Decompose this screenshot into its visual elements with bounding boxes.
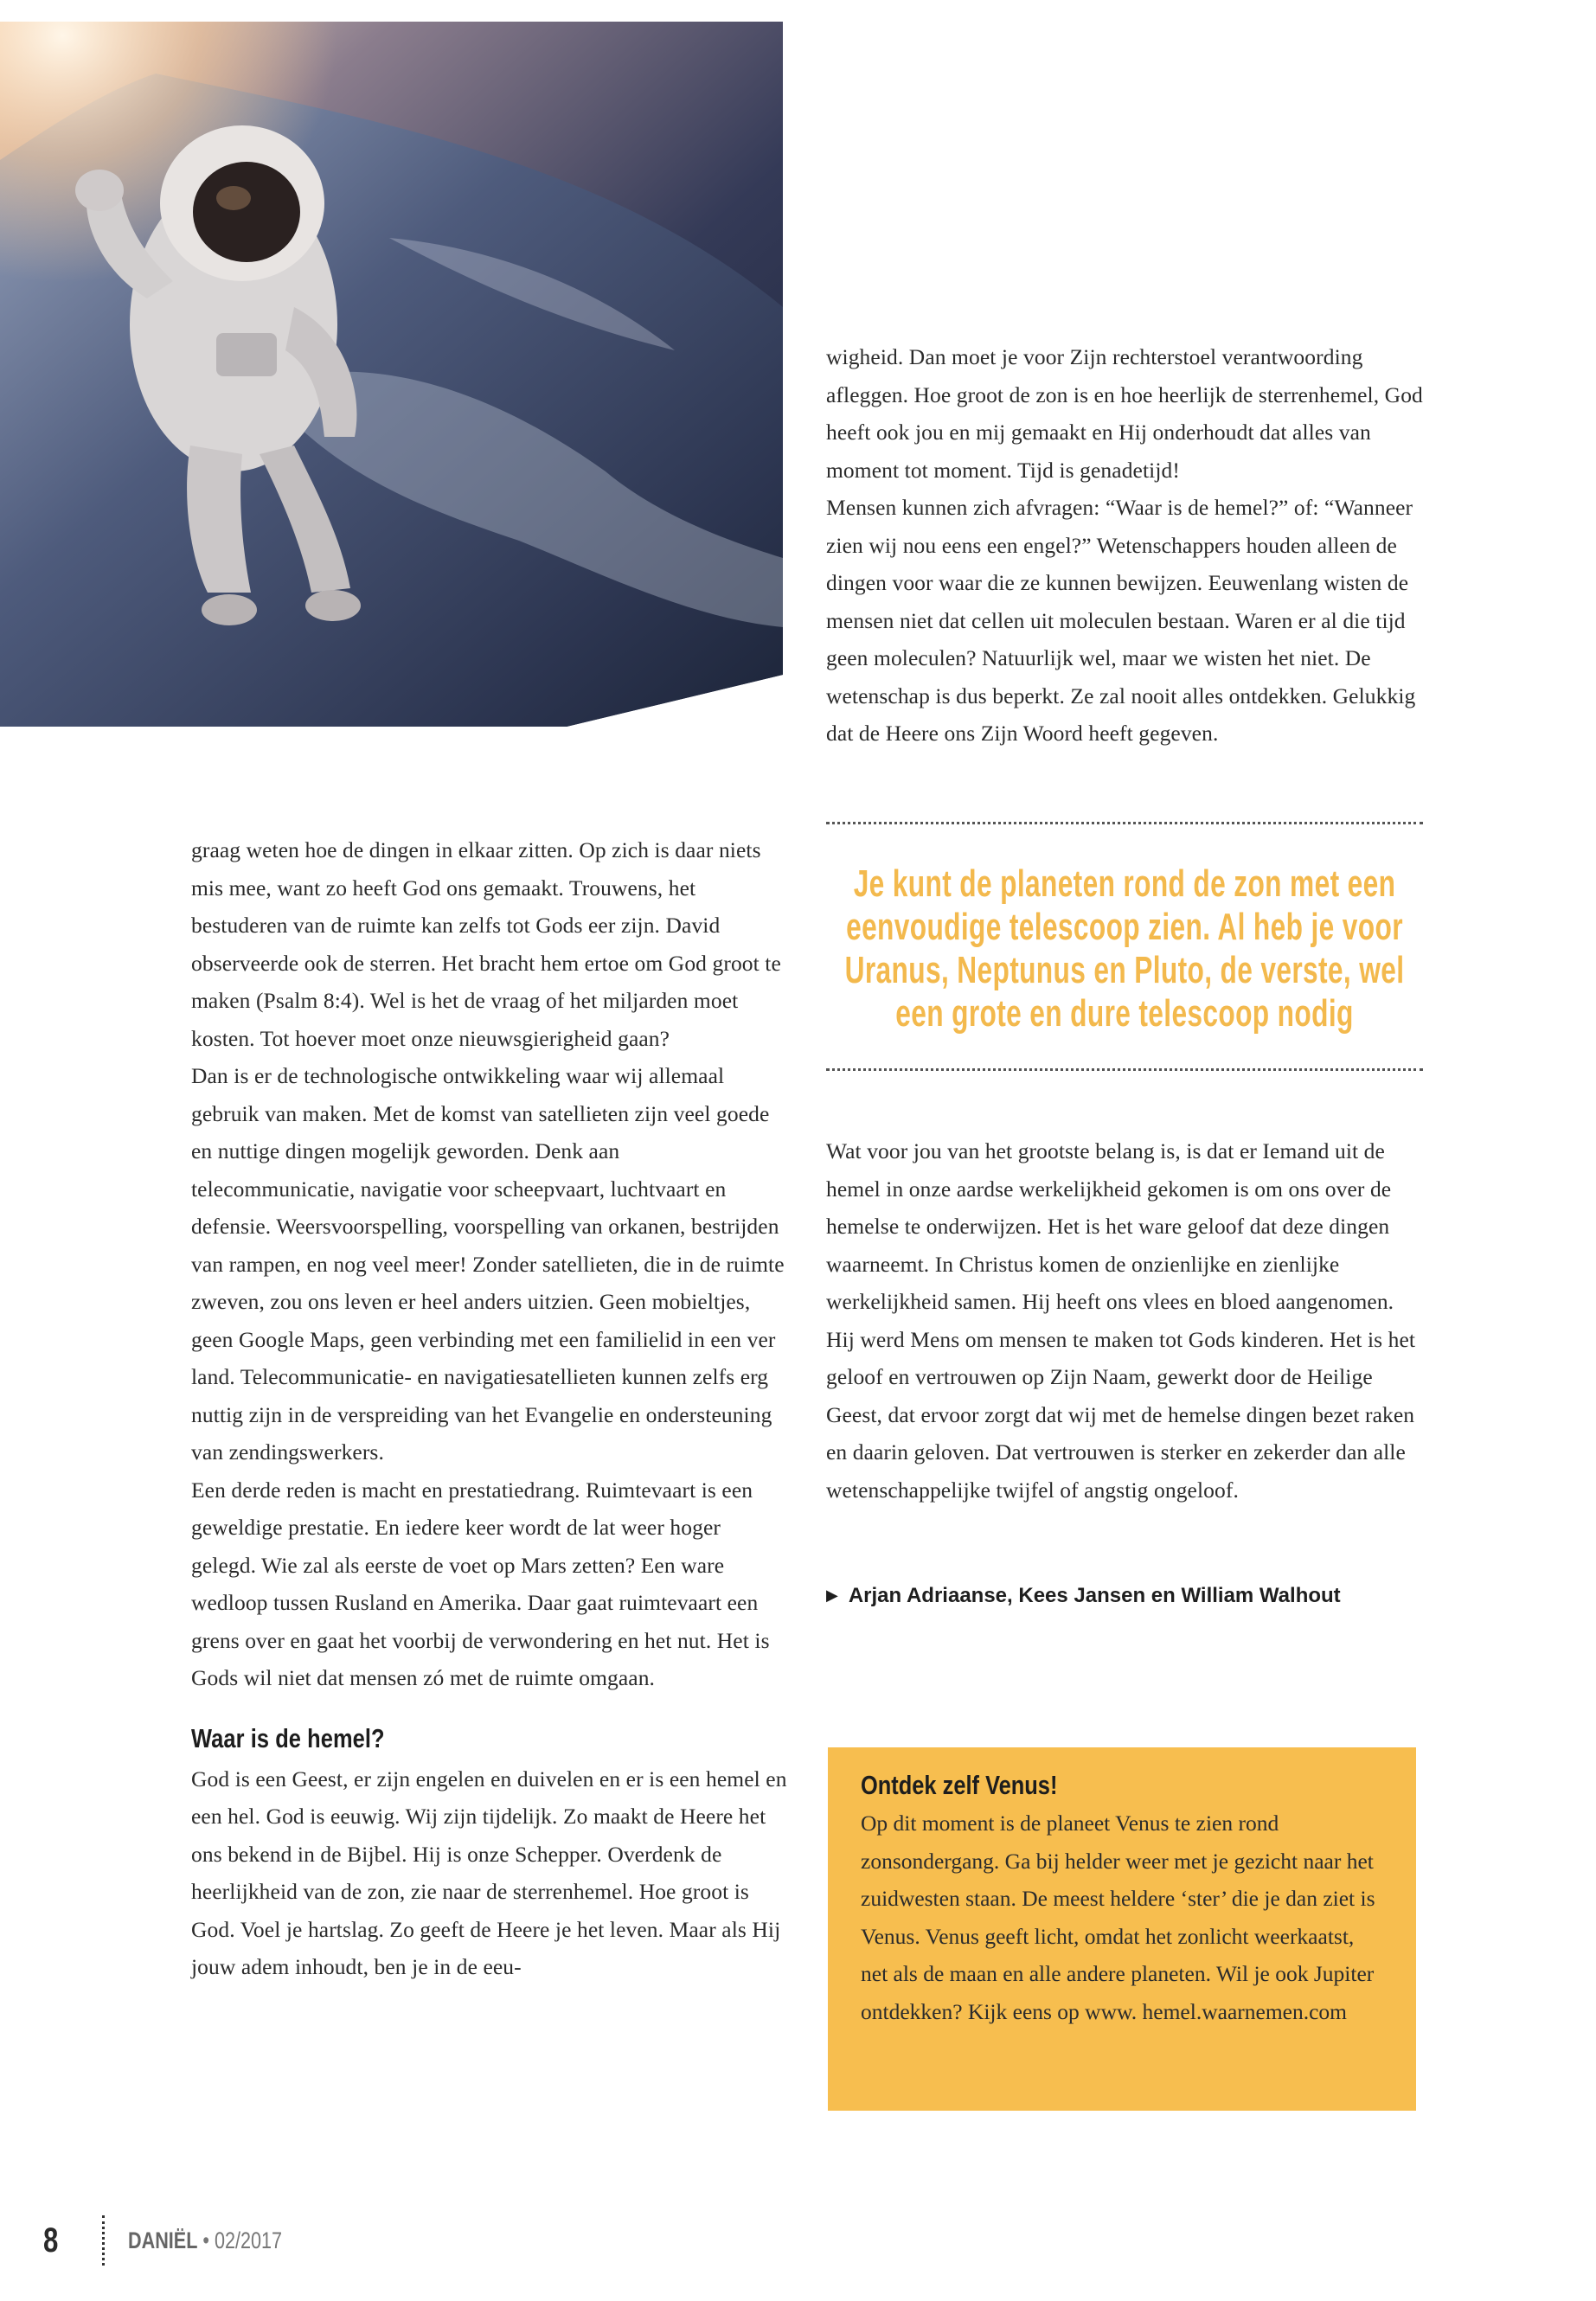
divider [826, 1068, 1423, 1071]
paragraph: Dan is er de technologische ontwikkeling waar wij allemaal gebruik van maken. Met de komst van satellieten zijn veel goede en nuttige dingen mogelijk geworden. Denk aan telecommunicatie, navigatie voor scheepvaart, luchtvaart en defensie. Weersvoorspelling, voorspelling van orkanen, bestrijden van rampen, en nog veel meer! Zonder satellieten, die in de ruimte zweven, zou ons leven er heel anders uitzien. Geen mobieltjes, geen Google Maps, geen verbinding met een familielid in een ver land. Telecommunicatie- en navigatiesatellieten kunnen zelfs erg nuttig zijn in de verspreiding van het Evangelie en ondersteuning van zendingswerkers. [191, 1063, 785, 1465]
author-line [826, 1584, 1341, 1608]
info-box [828, 1747, 1416, 2111]
page-number: 8 [43, 2221, 59, 2259]
right-column-top [826, 338, 1423, 753]
magazine-name: DANIËL [128, 2227, 198, 2253]
page-footer [43, 2219, 321, 2262]
divider [826, 822, 1423, 824]
footer-divider [102, 2215, 107, 2266]
info-box-title: Ontdek zelf Venus! [861, 1770, 1058, 1800]
paragraph: graag weten hoe de dingen in elkaar zitten. Op zich is daar niets mis mee, want zo heeft God ons gemaakt. Trouwens, het bestuderen van de ruimte kan zelfs tot Gods eer zijn. David observeerde ook de sterren. Het bracht hem ertoe om God groot te maken (Psalm 8:4). Wel is het de vraag of het miljarden moet kosten. Tot hoever moet onze nieuwsgierigheid gaan? [191, 837, 781, 1051]
pull-quote-text: Je kunt de planeten rond de zon met een eenvoudige telescoop zien. Al heb je voor Uranus, Neptunus en Pluto, de verste, wel een grote en dure telescoop nodig [844, 862, 1405, 1035]
paragraph: Een derde reden is macht en prestatiedrang. Ruimtevaart is een geweldige prestatie. En iedere keer wordt de lat weer hoger gelegd. Wie zal als eerste de voet op Mars zetten? Een ware wedloop tussen Rusland en Amerika. Daar gaat ruimtevaart een grens over en gaat het voorbij de verwondering en het nut. Het is Gods wil niet dat mensen zó met de ruimte omgaan. [191, 1477, 770, 1690]
left-column [191, 831, 788, 1986]
bullet-separator: • [202, 2227, 209, 2253]
author-names: Arjan Adriaanse, Kees Jansen en William Walhout [848, 1584, 1341, 1607]
magazine-issue [128, 2227, 282, 2254]
play-arrow-icon: ▶ [826, 1586, 838, 1604]
paragraph: wigheid. Dan moet je voor Zijn rechterstoel verantwoording afleggen. Hoe groot de zon is en hoe heerlijk de sterrenhemel, God heeft ook jou en mij gemaakt en Hij onderhoudt dat alles van moment tot moment. Tijd is genadetijd! [826, 344, 1423, 483]
info-box-body: Op dit moment is de planeet Venus te zien rond zonsondergang. Ga bij helder weer met je gezicht naar het zuidwesten staan. De meest heldere ‘ster’ die je dan ziet is Venus. Venus geeft licht, omdat het zonlicht weerkaatst, net als de maan en alle andere planeten. Wil je ook Jupiter ontdekken? Kijk eens op www. hemel.waarnemen.com [861, 1811, 1375, 2024]
right-column-bottom [826, 1132, 1423, 1509]
paragraph: God is een Geest, er zijn engelen en duivelen en er is een hemel en een hel. God is eeuwig. Wij zijn tijdelijk. Zo maakt de Heere het ons bekend in de Bijbel. Hij is onze Schepper. Overdenk de heerlijkheid van de zon, zie naar de sterrenhemel. Hoe groot is God. Voel je hartslag. Zo geeft de Heere je het leven. Maar als Hij jouw adem inhoudt, ben je in de eeu- [191, 1766, 787, 1979]
pull-quote [826, 822, 1423, 1086]
issue-number: 02/2017 [214, 2227, 283, 2253]
section-heading: Waar is de hemel? [191, 1722, 385, 1753]
paragraph: Mensen kunnen zich afvragen: “Waar is de hemel?” of: “Wanneer zien wij nou eens een engel?” Wetenschappers houden alleen de dingen voor waar die ze kunnen bewijzen. Eeuwenlang wisten de mensen niet dat cellen uit moleculen bestaan. Waren er al die tijd geen moleculen? Natuurlijk wel, maar we wisten het niet. De wetenschap is dus beperkt. Ze zal nooit alles ontdekken. Gelukkig dat de Heere ons Zijn Woord heeft gegeven. [826, 495, 1416, 746]
astronaut-image-icon [0, 22, 783, 727]
astronaut-photo [0, 22, 783, 727]
paragraph: Wat voor jou van het grootste belang is, is dat er Iemand uit de hemel in onze aardse werkelijkheid gekomen is om ons over de hemelse te onderwijzen. Het is het ware geloof dat deze dingen waarneemt. In Christus komen de onzienlijke en zienlijke werkelijkheid samen. Hij heeft ons vlees en bloed aangenomen. Hij werd Mens om mensen te maken tot Gods kinderen. Het is het geloof en vertrouwen op Zijn Naam, gewerkt door de Heilige Geest, dat ervoor zorgt dat wij met de hemelse dingen bezet raken en daarin geloven. Dat vertrouwen is sterker en zekerder dan alle wetenschappelijke twijfel of angstig ongeloof. [826, 1138, 1416, 1503]
